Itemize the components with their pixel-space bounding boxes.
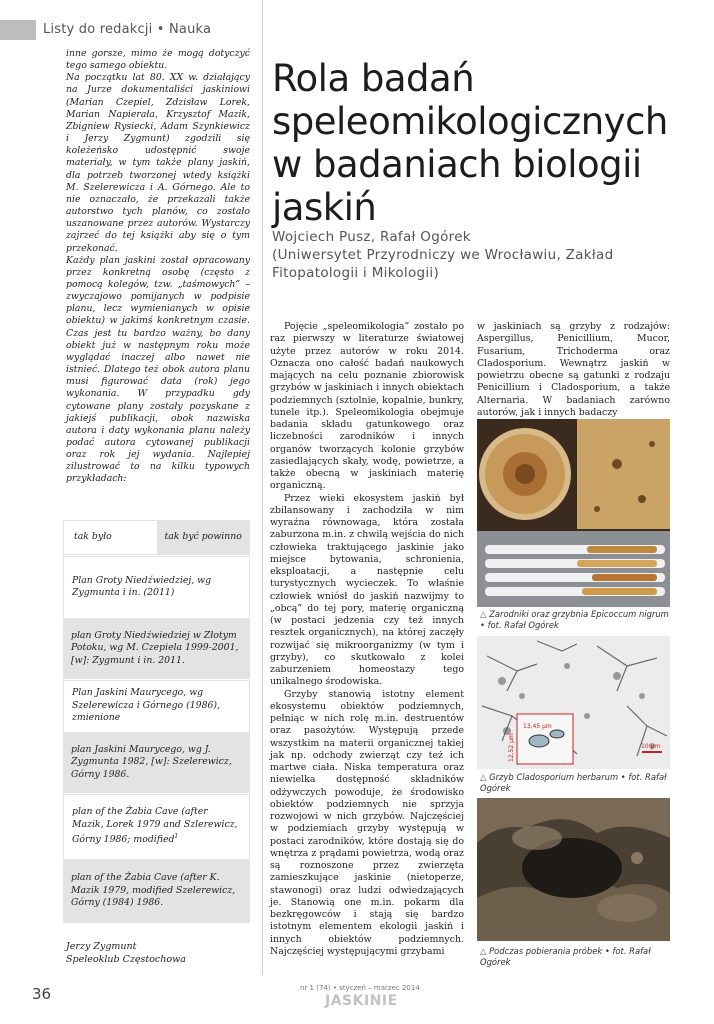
table-row (63, 732, 250, 794)
table-row (63, 794, 250, 859)
letter-paragraph: inne gorsze, mimo że mogą dotyczyć tego samego obiektu. (66, 48, 250, 72)
magazine-logo: JASKINIE (325, 993, 398, 1009)
article-paragraph: Przez wieki ekosystem jaskiń był zbilansowany i zachodziła w nim wyraźna równowaga, która została zaburzona m.in. z chwilą wejścia do nich człowieka traktującego jaskinie jako miejsce bytowania, schronienia, eksploatacji, a następnie celu turystycznych wycieczek. To właśnie człowiek wniósł do jaskiń nazwijmy to „obcą” do tej pory, materię organiczną (w postaci jedzenia czy też innych resztek organicznych), na której zaczęły rozwijać się mikroorganizmy (w tym i grzyby), co skutkowało z kolei zaburzeniem homeostazy tego unikalnego środowiska. (270, 492, 464, 688)
caption-text: Zarodniki oraz grzybnia Epicoccum nigrum • fot. Rafał Ogórek (480, 609, 669, 630)
section-header: Listy do redakcji • Nauka (43, 22, 212, 37)
photo-epicoccum-culture (477, 419, 670, 607)
triangle-icon: △ (480, 946, 487, 956)
article-paragraph: Pojęcie „speleomikologia” zostało po raz pierwszy w literaturze światowej użyte przez autorów w roku 2014. Oznacza ono całość badań naukowych mających na celu poznanie zbiorowisk grzybów w jaskiniach i innych obiektach podziemnych (sztolnie, kopalnie, bunkry, tunele itp.). Speleomikologia obejmuje badania składu gatunkowego oraz liczebności zarodników i innych organów tworzących kolonie grzybów zasiedlających skały, wodę, powietrze, a także obecną w jaskiniach materię organiczną. (270, 321, 464, 492)
table-cell: plan Groty Niedźwiedziej w Złotym Potoku, wg M. Czepiela 1999-2001, [w]: Zygmunt i in. 2011. (71, 629, 239, 666)
article-column-1 (270, 321, 464, 958)
article-paragraph: Grzyby stanowią istotny element ekosystemu obiektów podziemnych, pełniąc w nich rolę m.in. destruentów oraz pasożytów. Występują przede wszystkim na materii organicznej takiej jak np. odchody zwierząt czy też ich martwe ciała. Niska temperatura oraz niewielka dostępność składników odżywczych powoduje, że środowisko obiektów podziemnych nie sprzyja rozwojowi w nich grzybów. Najczęściej w podziemiach grzyby występują w postaci zarodników, które dostają się do wnętrza z prądami powietrza, wodą oraz są roznoszone przez zwierzęta zamieszkujące jaskinie (nietoperze, stawonogi) oraz ludzi odwiedzających je. Stanowią one m.in. pokarm dla bezkręgowców i stają się bardzo istotnym elementem ekologii jaskiń i innych obiektów podziemnych. Najczęściej występującymi grzybami (270, 688, 464, 957)
signature (66, 940, 250, 966)
table-cell (72, 806, 241, 846)
article-authors: Wojciech Pusz, Rafał Ogórek (272, 229, 471, 245)
table-cell: plan of the Żabia Cave (after K. Mazik 1979, modified Szelerewicz, Górny (1984) 1986. (71, 872, 236, 909)
table-cell-text: plan of the Żabia Cave (after Mazik, Lorek 1979 and Szlerewicz, Górny 1986; modified (72, 806, 238, 846)
table-row (63, 556, 250, 618)
signature-org: Speleoklub Częstochowa (66, 954, 186, 965)
article-byline (272, 228, 692, 282)
photo-caption (480, 946, 670, 968)
footnote-mark: 1 (174, 833, 179, 841)
table-header (63, 520, 250, 556)
signature-name: Jerzy Zygmunt (66, 941, 137, 952)
table-header-before: tak było (63, 520, 157, 555)
table-cell: plan Jaskini Maurycego, wg J. Zygmunta 1982, [w]: Szelerewicz, Górny 1986. (71, 743, 232, 780)
table-row (63, 859, 250, 924)
section-marker-bar (0, 20, 36, 40)
issue-info: nr 1 (74) • styczeń – marzec 2014 (300, 984, 420, 992)
caption-text: Grzyb Cladosporium herbarum • fot. Rafał Ogórek (480, 772, 667, 793)
citation-table (63, 520, 250, 924)
triangle-icon: △ (480, 609, 487, 619)
article-paragraph: w jaskiniach są grzyby z rodzajów: Aspergillus, Penicillium, Mucor, Fusarium, Trichoderma oraz Cladosporium. Wewnątrz jaskiń w powietrzu obecne są gatunki z rodzaju Penicillium i Cladosporium, a także Alternaria. W badaniach zarówno autorów, jak i innych badaczy (477, 321, 670, 418)
measure-label: 12,52 µm (508, 733, 515, 762)
letter-paragraph: Każdy plan jaskini został opracowany przez konkretną osobę (często z pomocą kolegów, tzw. „taśmowych” – zwyczajowo pomijanych w podpisie planu, lecz wymienianych w opisie obiektu) w jakimś konkretnym czasie. Czas jest tu bardzo ważny, bo dany obiekt już w następnym roku może wyglądać inaczej albo nawet nie istnieć. Dlatego też obok autora planu musi figurować data (rok) jego wykonania. W przypadku gdy cytowane plany zostały pozyskane z jakiejś publikacji, obok nazwiska autora i daty wykonania planu należy podać autora cytowanej publikacji oraz rok jej wydania. Najlepiej zilustrować to na kilku typowych przykładach: (66, 254, 250, 485)
table-header-after: tak być powinno (157, 520, 251, 555)
table-row (63, 618, 250, 680)
article-affiliation: (Uniwersytet Przyrodniczy we Wrocławiu, Zakład Fitopatologii i Mikologii) (272, 247, 614, 281)
letter-text (66, 48, 250, 486)
page-number: 36 (32, 985, 52, 1003)
letter-paragraph: Na początku lat 80. XX w. działający na Jurze dokumentaliści jaskiniowi (Marian Czepiel, Zdzisław Lorek, Marian Napierała, Krzysztof Mazik, Zbigniew Rysiecki, Adam Szynkiewicz i Jerzy Zygmunt) zgodzili się koleżeńsko udostępnić swoje materiały, w tym także plany jaskiń, dla potrzeb tworzonej wtedy książki M. Szelerewicza i A. Górnego. Ale to nie oznaczało, że przekazali także autorstwo tych planów, co zostało uszanowane przez autorów. Wystarczy zajrzeć do tej książki aby się o tym przekonać. (66, 72, 250, 254)
scale-bar-label: 10 µm (641, 743, 661, 750)
measure-label: 13,45 µm (523, 723, 552, 730)
table-cell: Plan Groty Niedźwiedziej, wg Zygmunta i in. (2011) (72, 574, 212, 598)
photo-cladosporium-microscopy (477, 636, 670, 769)
photo-caption (480, 609, 670, 631)
table-cell: Plan Jaskini Maurycego, wg Szelerewicza i Górnego (1986), zmienione (72, 687, 220, 724)
triangle-icon: △ (480, 772, 487, 782)
caption-text: Podczas pobierania próbek • fot. Rafał Ogórek (480, 946, 651, 967)
article-column-2 (477, 321, 670, 419)
photo-caption (480, 772, 670, 794)
column-divider (262, 0, 263, 975)
table-row (63, 680, 250, 732)
article-title: Rola badań speleomikologicznych w badaniach biologii jaskiń (272, 57, 668, 229)
photo-cave-sampling (477, 798, 670, 941)
